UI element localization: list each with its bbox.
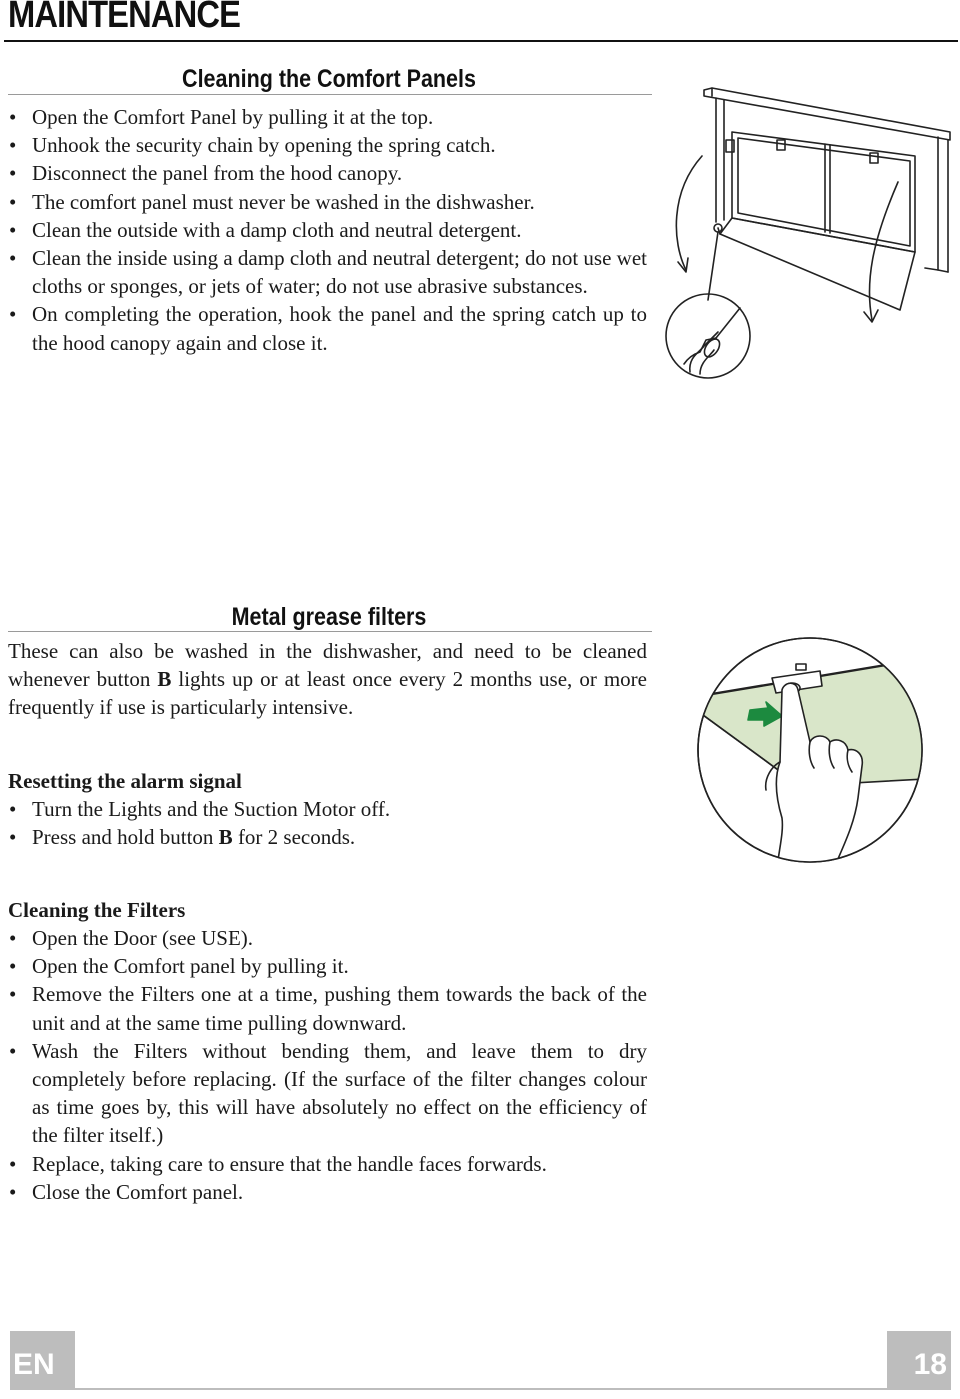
button-b-label: B [218,825,233,850]
list-item: • Disconnect the panel from the hood canopy. [8,159,647,187]
list-item: • Open the Comfort panel by pulling it. [8,952,647,980]
comfort-panels-divider [8,94,652,95]
list-item: • The comfort panel must never be washed in the dishwasher. [8,188,647,216]
footer-divider [75,1388,887,1390]
alarm-reset-heading: Resetting the alarm signal [8,769,242,793]
cleaning-filters-heading: Cleaning the Filters [8,898,186,922]
grease-filters-intro: These can also be washed in the dishwasher, and need to be cleaned whenever button B lights up or at least once every 2 months use, or more frequently if use is particularly intensive. [8,639,647,720]
language-badge: EN [10,1331,75,1390]
comfort-panels-list [8,103,647,357]
list-item: • Clean the inside using a damp cloth and neutral detergent; do not use wet cloths or sponges, or jets of water; do not use abrasive substances. [8,244,647,300]
list-item: • Replace, taking care to ensure that the handle faces forwards. [8,1150,647,1178]
button-b-label: B [157,667,172,692]
alarm-reset-list [8,795,647,851]
list-item: • Close the Comfort panel. [8,1178,647,1206]
page-number-badge: 18 [887,1331,951,1390]
cleaning-filters-list [8,924,647,1206]
comfort-panels-heading: Cleaning the Comfort Panels [182,65,476,93]
list-item: • Unhook the security chain by opening the spring catch. [8,131,647,159]
page-title: MAINTENANCE [8,0,241,36]
grease-filters-divider [8,631,652,632]
list-item: • Press and hold button B for 2 seconds. [8,823,647,851]
list-item: • Remove the Filters one at a time, pushing them towards the back of the unit and at the same time pulling downward. [8,980,647,1036]
list-item: • Open the Door (see USE). [8,924,647,952]
list-item: • Clean the outside with a damp cloth and neutral detergent. [8,216,647,244]
hood-comfort-panel-icon [660,82,955,400]
grease-filters-heading: Metal grease filters [231,603,427,631]
list-item: • Turn the Lights and the Suction Motor off. [8,795,647,823]
list-item: • Wash the Filters without bending them, and leave them to dry completely before replacing. (If the surface of the filter changes colour as time goes by, this will have absolutely no effect on the efficiency of the filter itself.) [8,1037,647,1150]
list-item: • On completing the operation, hook the panel and the spring catch up to the hood canopy again and close it. [8,300,647,356]
list-item: • Open the Comfort Panel by pulling it at the top. [8,103,647,131]
title-divider [4,40,958,42]
finger-press-button-icon [680,638,950,878]
